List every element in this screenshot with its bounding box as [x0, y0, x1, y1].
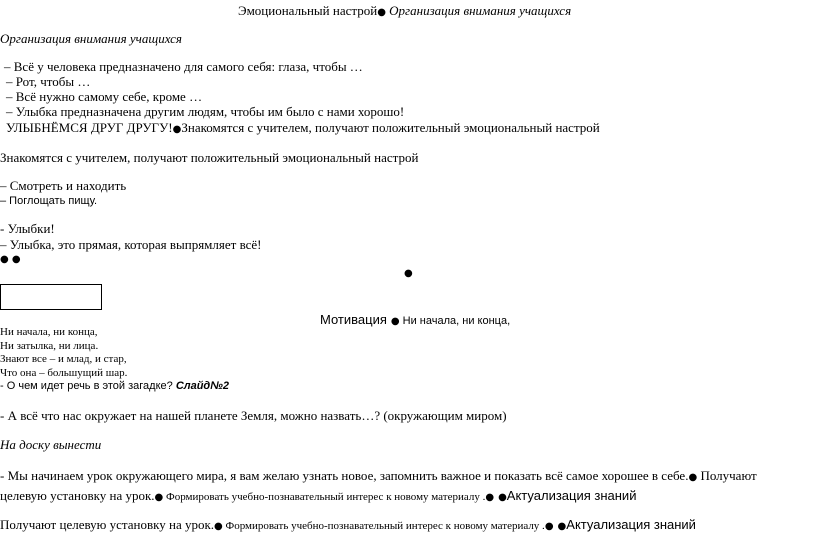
riddle-line: Знают все – и млад, и стар, [0, 353, 127, 365]
bullet-pair-icon: ● ● [0, 254, 21, 265]
bullet-icon: ● [214, 521, 223, 532]
text-line: – Всё нужно самому себе, кроме … [6, 89, 203, 104]
slide-label: Слайд№2 [175, 380, 229, 392]
actual-label: Актуализация знаний [566, 517, 696, 532]
smile-line [6, 121, 600, 136]
text-line: – Смотреть и находить [0, 178, 127, 193]
actual-label: Актуализация знаний [506, 488, 637, 503]
goal-line-3 [0, 516, 696, 534]
riddle-line: Ни затылка, ни лица. [0, 340, 99, 352]
smile-caps: УЛЫБНЁМСЯ ДРУГ ДРУГУ! [6, 120, 173, 135]
bullet-icon: ● [154, 492, 164, 503]
text-line: – Всё у человека предназначено для самого себя: глаза, чтобы … [4, 59, 363, 74]
empty-frame [0, 284, 102, 310]
text-line: – Улыбка предназначена другим людям, чтобы им было с нами хорошо! [6, 104, 405, 119]
riddle-question [0, 380, 229, 393]
world-question: - А всё что нас окружает на нашей планете Земля, можно назвать…? (окружающим миром) [0, 408, 507, 423]
goal-text: - Мы начинаем урок окружающего мира, я вам желаю узнать новое, запомнить важное и показать всё самое хорошее в себе. [0, 468, 689, 483]
bullet-icon: ● [544, 521, 554, 532]
text-line: - Улыбки! [0, 221, 55, 236]
bullet-icon: ● [390, 316, 400, 327]
header-title-b: Организация внимания учащихся [385, 3, 572, 18]
text-line: – Улыбка, это прямая, которая выпрямляет всё! [0, 237, 262, 252]
form-text: Формировать учебно-познавательный интерес к новому материалу . [163, 491, 486, 503]
motivation-line [320, 311, 510, 329]
motivation-label: Мотивация [320, 312, 387, 327]
goal-target: целевую установку на урок. [0, 488, 155, 503]
bullet-icon: ● [557, 521, 567, 532]
text-line: – Поглощать пищу. [0, 195, 98, 207]
motivation-tail: Ни начала, ни конца, [399, 315, 511, 327]
smile-tail: Знакомятся с учителем, получают положительный эмоциональный настрой [181, 120, 600, 135]
text-line: – Рот, чтобы … [6, 74, 91, 89]
header-title-a: Эмоциональный настрой [238, 3, 378, 18]
riddle-line: Что она – большущий шар. [0, 367, 128, 379]
bullet-icon: ● [688, 472, 698, 483]
bullet-icon: ● [485, 492, 495, 503]
bullet-icon: ● [377, 7, 386, 18]
goal-target: Получают целевую установку на урок. [0, 517, 215, 532]
intro-line: Знакомятся с учителем, получают положительный эмоциональный настрой [0, 150, 419, 165]
goal-line-1 [0, 469, 757, 484]
form-text: Формировать учебно-познавательный интерес к новому материалу . [222, 520, 545, 532]
section-heading: Организация внимания учащихся [0, 31, 182, 46]
page-header [238, 4, 571, 19]
riddle-line: Ни начала, ни конца, [0, 326, 98, 338]
bullet-icon: ● [172, 124, 182, 135]
bullet-icon: ● [404, 268, 413, 279]
bullet-icon: ● [498, 492, 507, 503]
goal-tail: Получают [697, 468, 757, 483]
question-text: - О чем идет речь в этой загадке? [0, 380, 173, 392]
goal-line-2 [0, 487, 636, 505]
board-note: На доску вынести [0, 437, 102, 452]
